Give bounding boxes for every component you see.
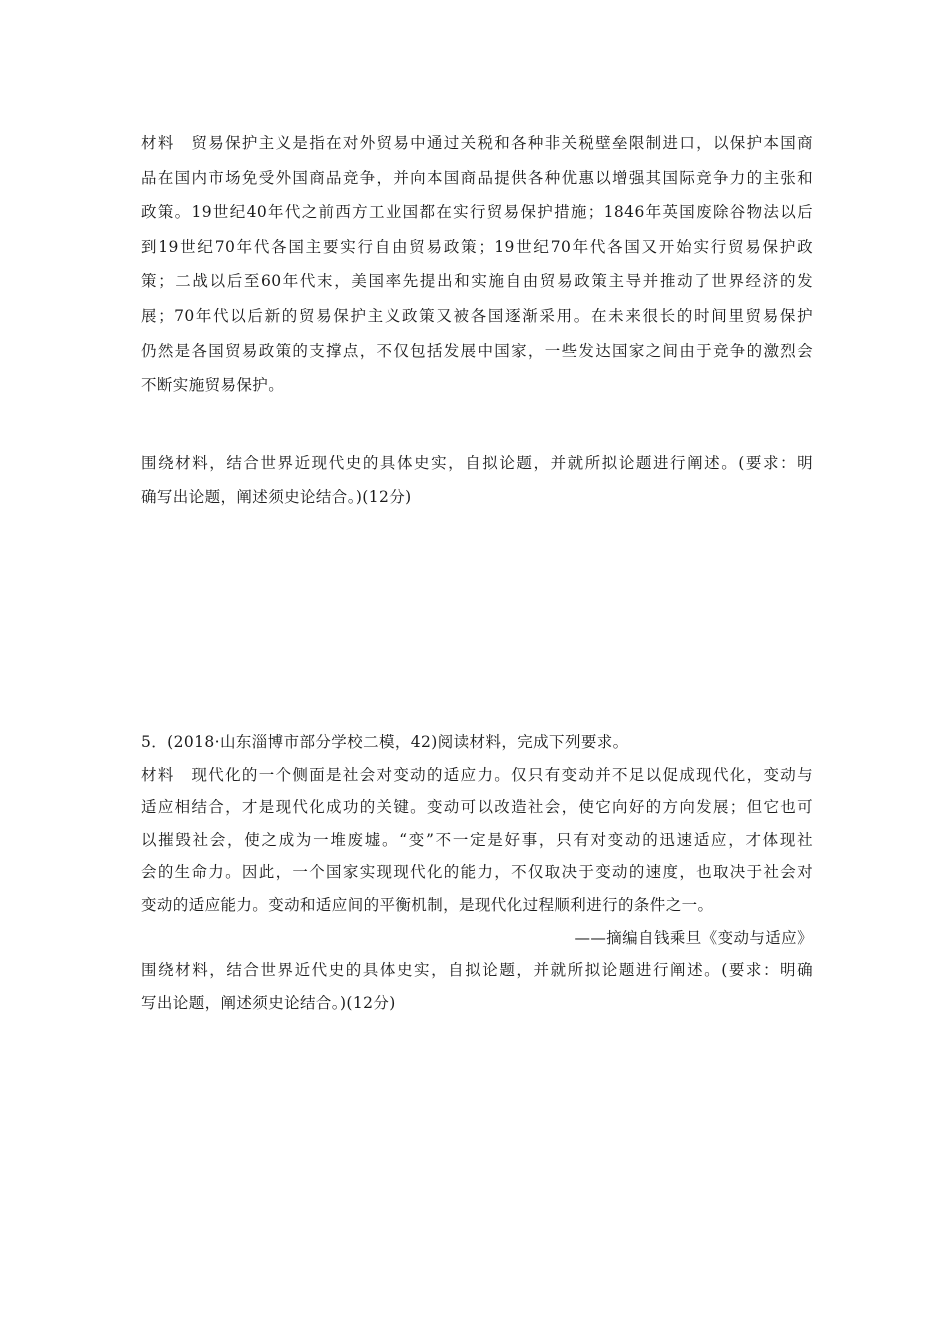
text-line: 写出论题，阐述须史论结合。)(12分): [141, 993, 396, 1012]
text-line: 以摧毁社会，使之成为一堆废墟。“变”不一定是好事，只有对变动的迅速适应，才体现社: [141, 830, 813, 849]
text-line: 不断实施贸易保护。: [141, 376, 285, 395]
text-line: 围绕材料，结合世界近现代史的具体史实，自拟论题，并就所拟论题进行阐述。(要求：明: [141, 454, 813, 472]
text-line: 展；70年代以后新的贸易保护主义政策又被各国逐渐采用。在未来很长的时间里贸易保护: [141, 306, 813, 325]
material-source: ——摘编自钱乘旦《变动与适应》: [574, 928, 813, 947]
question-4-task: [141, 446, 813, 514]
text-line: 材料 现代化的一个侧面是社会对变动的适应力。仅只有变动并不足以促成现代化，变动与: [141, 765, 813, 784]
text-line: 品在国内市场免受外国商品竞争，并向本国商品提供各种优惠以增强其国际竞争力的主张和: [141, 168, 813, 187]
text-line: 会的生命力。因此，一个国家实现现代化的能力，不仅取决于变动的速度，也取决于社会对: [141, 863, 813, 882]
text-line: 材料 贸易保护主义是指在对外贸易中通过关税和各种非关税壁垒限制进口，以保护本国商: [141, 134, 813, 152]
question-5-header: 5．(2018·山东淄博市部分学校二模，42)阅读材料，完成下列要求。: [141, 733, 629, 751]
text-line: 策；二战以后至60年代末，美国率先提出和实施自由贸易政策主导并推动了世界经济的发: [141, 272, 813, 291]
text-line: 政策。19世纪40年代之前西方工业国都在实行贸易保护措施；1846年英国废除谷物法以后: [141, 203, 813, 222]
text-line: 适应相结合，才是现代化成功的关键。变动可以改造社会，使它向好的方向发展；但它也可: [141, 798, 813, 817]
text-line: 确写出论题，阐述须史论结合。)(12分): [141, 488, 412, 506]
question-5: [141, 726, 813, 1019]
text-line: 仍然是各国贸易政策的支撑点，不仅包括发展中国家，一些发达国家之间由于竞争的激烈会: [141, 341, 813, 360]
text-line: 围绕材料，结合世界近代史的具体史实，自拟论题，并就所拟论题进行阐述。(要求：明确: [141, 961, 813, 980]
text-line: 到19世纪70年代各国主要实行自由贸易政策；19世纪70年代各国又开始实行贸易保护政: [141, 237, 813, 256]
text-line: 变动的适应能力。变动和适应间的平衡机制，是现代化过程顺利进行的条件之一。: [141, 895, 714, 914]
question-4-material: [141, 126, 813, 403]
